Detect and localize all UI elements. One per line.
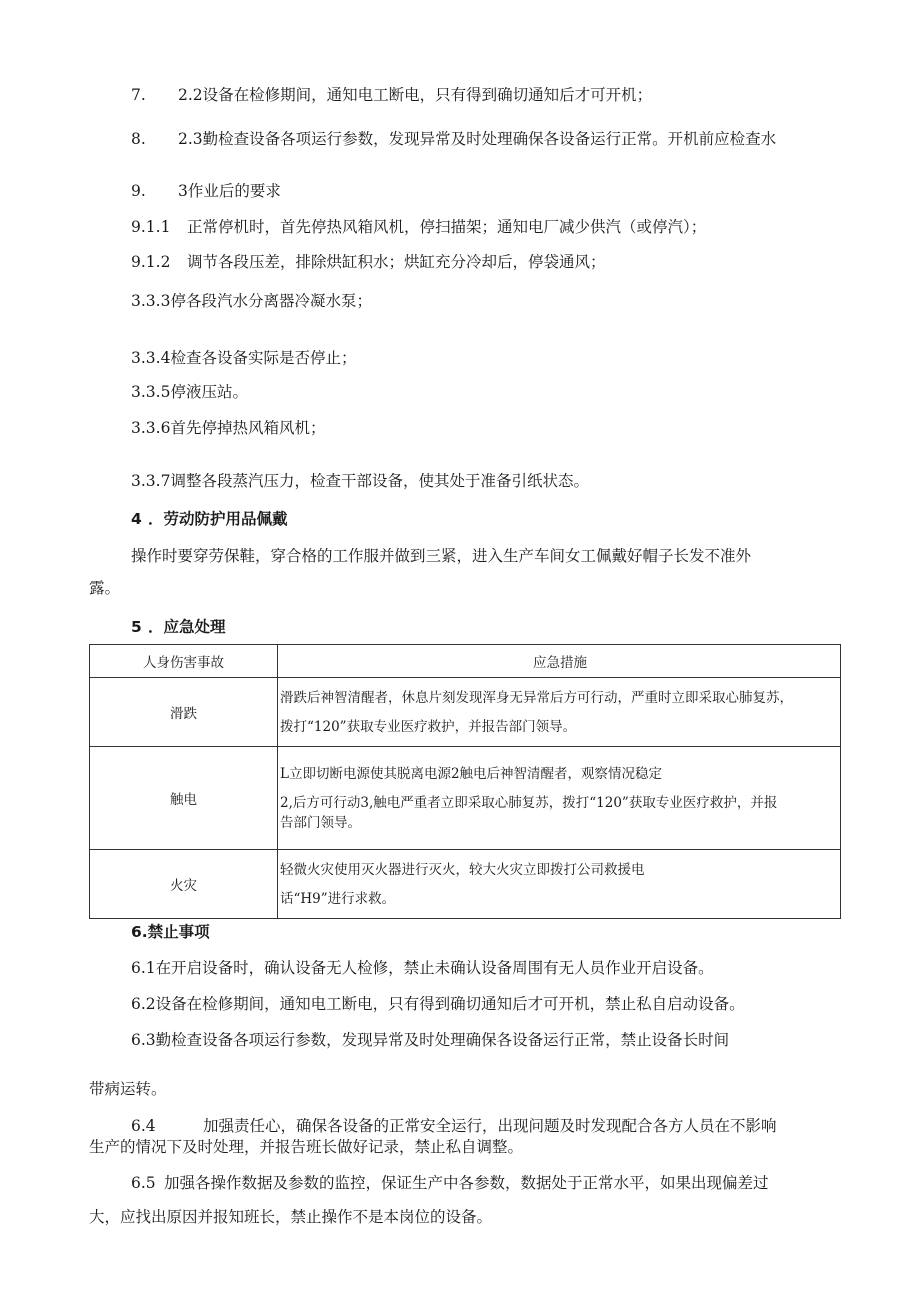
column-header: 应急措施 <box>278 645 841 678</box>
measures-cell <box>278 678 841 747</box>
table-header-row <box>90 645 841 678</box>
item-text: 3.3.4检查各设备实际是否停止； <box>131 349 357 367</box>
paragraph-text: 露。 <box>89 579 121 597</box>
item-number: 6.5 <box>131 1174 156 1192</box>
item-number: 6.4 <box>131 1117 156 1135</box>
item-text: 加强各操作数据及参数的监控，保证生产中各参数，数据处于正常水平，如果出现偏差过 <box>164 1174 769 1192</box>
table-row <box>90 678 841 747</box>
item-number: 9.1.1 <box>131 218 171 236</box>
item-text: 3.3.7调整各段蒸汽压力，检查干部设备，使其处于准备引纸状态。 <box>131 472 589 490</box>
item-text: 生产的情况下及时处理，并报告班长做好记录，禁止私自调整。 <box>89 1138 524 1156</box>
item-text: 调节各段压差，排除烘缸积水；烘缸充分冷却后，停袋通风； <box>187 253 606 271</box>
item-text: 3.3.6首先停掉热风箱风机； <box>131 419 326 437</box>
item-text: 2.3勤检查设备各项运行参数，发现异常及时处理确保各设备运行正常。开机前应检查水 <box>178 130 777 148</box>
measure-line: 拨打“120”获取专业医疗救护，并报告部门领导。 <box>280 718 577 735</box>
item-text: 大，应找出原因并报知班长，禁止操作不是本岗位的设备。 <box>89 1208 493 1226</box>
item-number: 9. <box>131 182 146 200</box>
measure-line: 2,后方可行动3,触电严重者立即采取心肺复苏，拨打“120”获取专业医疗救护，并报 <box>280 794 778 811</box>
item-text: 加强责任心，确保各设备的正常安全运行，出现问题及时发现配合各方人员在不影响 <box>203 1117 777 1135</box>
emergency-table <box>89 644 841 919</box>
item-number: 9.1.2 <box>131 253 171 271</box>
section-title: 6.禁止事项 <box>131 923 210 941</box>
item-number: 8. <box>131 130 146 148</box>
item-text: 2.2设备在检修期间，通知电工断电，只有得到确切通知后才可开机； <box>178 86 653 104</box>
measure-line: 话“H9”进行求救。 <box>280 890 396 907</box>
measure-line: 滑跌后神智清醒者，休息片刻发现浑身无异常后方可行动，严重时立即采取心肺复苏， <box>280 689 793 706</box>
item-text: 6.3勤检查设备各项运行参数，发现异常及时处理确保各设备运行正常，禁止设备长时间 <box>131 1031 730 1049</box>
column-header: 人身伤害事故 <box>90 645 278 678</box>
item-text: 3.3.5停液压站。 <box>131 383 248 401</box>
accident-cell: 滑跌 <box>90 678 278 747</box>
item-text: 6.1在开启设备时，确认设备无人检修，禁止未确认设备周围有无人员作业开启设备。 <box>131 959 714 977</box>
section-number: 4 <box>131 510 142 528</box>
section-title: ．应急处理 <box>148 618 226 636</box>
accident-cell: 触电 <box>90 747 278 850</box>
item-text: 6.2设备在检修期间，通知电工断电，只有得到确切通知后才可开机，禁止私自启动设备。 <box>131 995 745 1013</box>
paragraph-text: 操作时要穿劳保鞋，穿合格的工作服并做到三紧，进入生产车间女工佩戴好帽子长发不准外 <box>131 547 752 565</box>
table-row <box>90 747 841 850</box>
item-number: 7. <box>131 86 146 104</box>
item-text: 3作业后的要求 <box>178 182 281 200</box>
item-text: 3.3.3停各段汽水分离器冷凝水泵； <box>131 292 372 310</box>
measures-cell <box>278 747 841 850</box>
section-title: ．劳动防护用品佩戴 <box>148 510 288 528</box>
measure-line: 告部门领导。 <box>280 814 361 831</box>
item-text: 带病运转。 <box>89 1080 167 1098</box>
accident-cell: 火灾 <box>90 850 278 919</box>
item-text: 正常停机时，首先停热风箱风机，停扫描架；通知电厂减少供汽（或停汽）； <box>187 218 707 236</box>
table-row <box>90 850 841 919</box>
measure-line: 轻微火灾使用灭火器进行灭火，较大火灾立即拨打公司救援电 <box>280 861 645 878</box>
measures-cell <box>278 850 841 919</box>
section-number: 5 <box>131 618 142 636</box>
measure-line: L立即切断电源使其脱离电源2触电后神智清醒者，观察情况稳定 <box>280 765 663 782</box>
